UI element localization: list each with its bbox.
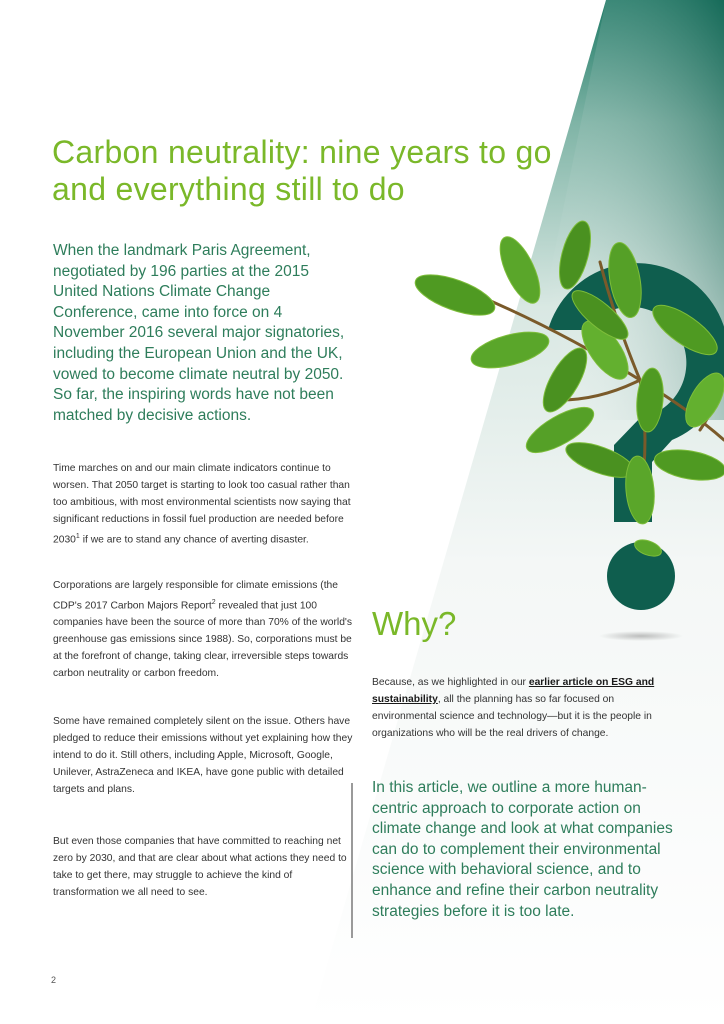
body-paragraph-1 [53, 460, 358, 548]
pull-quote: In this article, we outline a more human-centric approach to corporate action on climate change and look at what companies can do to complement their environmental science with behavioral science, and to enhance and refine their carbon neutrality strategies before it is too late. [372, 779, 673, 920]
page-number: 2 [51, 975, 57, 985]
footnote-ref-1[interactable]: 1 [75, 533, 80, 540]
why-heading: Why? [372, 605, 457, 642]
body-paragraph-3: Some have remained completely silent on the issue. Others have pledged to reduce their emissions without yet explaining how they intend to do it. Still others, including Apple, Microsoft, Google, Unilever, AstraZeneca and IKEA, have gone public with detailed targets and plans. [53, 716, 353, 795]
paragraph-2-text-end: revealed that just 100 companies have been the source of more than 70% of the world's greenhouse gas emissions since 1988). So, corporations must be at the forefront of change, taking clear, irreversible steps towards carbon neutrality or carbon freedom. [53, 600, 353, 680]
paragraph-1-text-end: if we are to stand any chance of averting disaster. [79, 534, 309, 546]
body-paragraph-2 [53, 577, 358, 682]
body-paragraph-4: But even those companies that have committed to reaching net zero by 2030, and that are clear about what actions they need to take to get there, may struggle to achieve the kind of transformation we all need to see. [53, 836, 347, 898]
esg-article-link[interactable]: earlier article on ESG and sustainability [372, 677, 655, 705]
why-text-start: Because, as we highlighted in our [372, 677, 529, 688]
paragraph-1-text: Time marches on and our main climate indicators continue to worsen. That 2050 target is starting to look too casual rather than too ambitious, with most environmental scientists now saying that significant reductions in fossil fuel production are needed before 2030 [53, 463, 351, 546]
page-title: Carbon neutrality: nine years to go and everything still to do [52, 134, 552, 207]
pull-quote-bar [351, 783, 353, 938]
why-text-end: , all the planning has so far focused on environmental science and technology—but it is the people in organizations who will be the real drivers of change. [372, 694, 652, 739]
lead-paragraph: When the landmark Paris Agreement, negotiated by 196 parties at the 2015 United Nations Climate Change Conference, came into force on 4 November 2016 several major signatories, including the European Union and the UK, vowed to become climate neutral by 2050. So far, the inspiring words have not been matched by decisive actions. [53, 242, 345, 424]
footnote-ref-2[interactable]: 2 [211, 599, 216, 606]
why-paragraph [372, 674, 678, 742]
question-mark-shadow [599, 631, 683, 641]
paragraph-2-text: Corporations are largely responsible for climate emissions (the CDP's 2017 Carbon Majors Report [53, 580, 339, 612]
